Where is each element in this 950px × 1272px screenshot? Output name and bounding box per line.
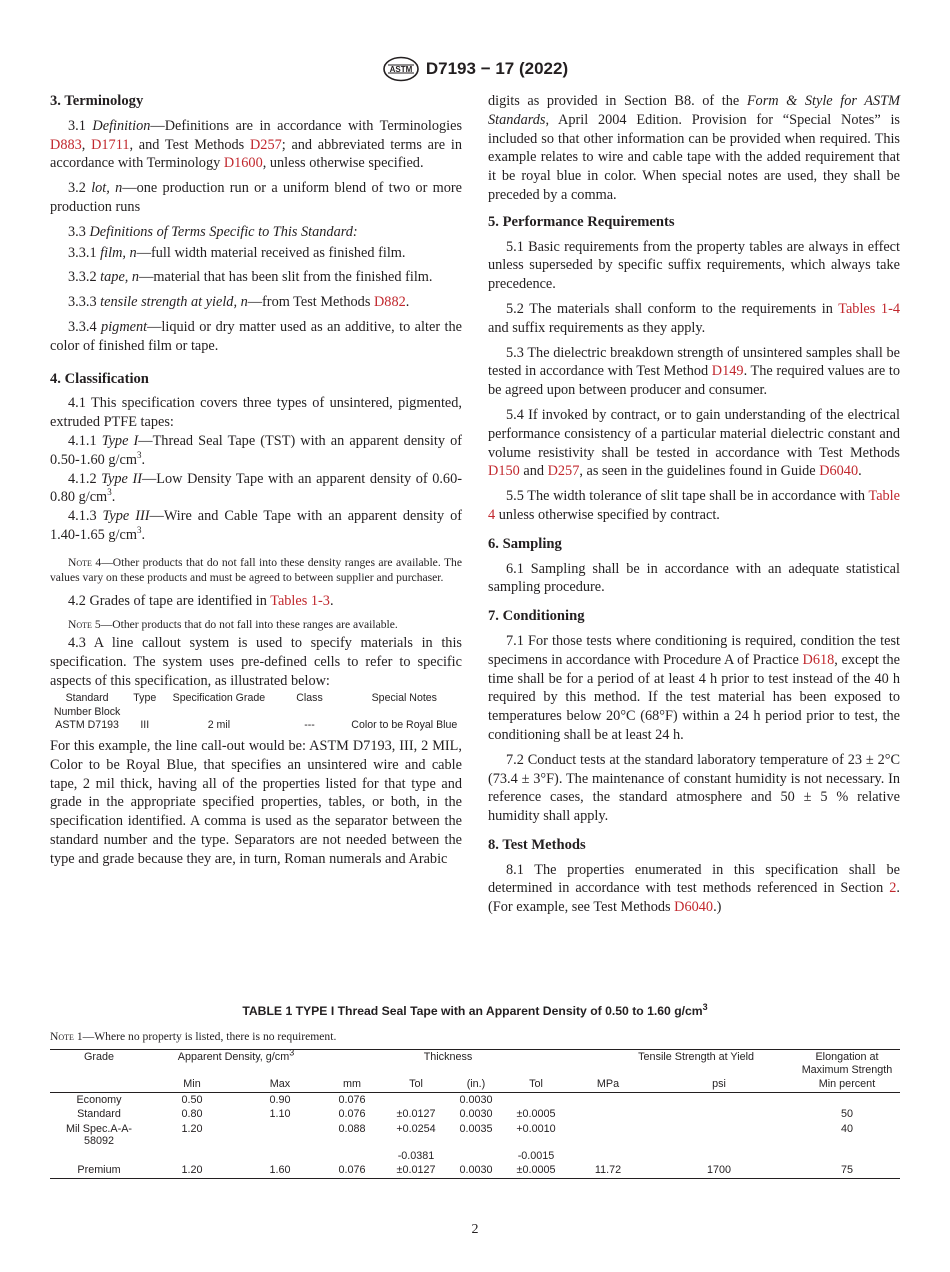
- cell-mm: 0.076: [338, 1093, 366, 1106]
- subheader-mm: mm: [324, 1077, 380, 1092]
- link-d1600[interactable]: D1600: [223, 155, 263, 172]
- callout-value: III: [140, 719, 150, 732]
- table-1: [50, 1049, 900, 1179]
- note-4: Note 4—Other products that do not fall into these density ranges are available. The values vary on these products and must be agreed to between supplier and purchaser.: [50, 555, 462, 585]
- paragraph-5-1: 5.1 Basic requirements from the property tables are always in effect unless superseded by specific suffix requirements, which always take precedence.: [488, 238, 900, 293]
- paragraph-3-1: 3.1 Definition—Definitions are in accordance with Terminologies D883, D1711, and Test Methods D257; and abbreviated terms are in accordance with Terminology D1600, unless otherwise specified.: [50, 117, 463, 172]
- callout-header: Special Notes: [371, 692, 437, 705]
- paragraph-5-3: 5.3 The dielectric breakdown strength of unsintered samples shall be tested in accordance with Test Method D149. The required values are to be agreed upon between producer and consumer.: [488, 344, 900, 399]
- column-header-thickness: Thickness: [324, 1050, 572, 1078]
- cell-elongation: 40: [840, 1122, 853, 1135]
- cell-psi: [644, 1107, 794, 1122]
- cell-max: [236, 1122, 324, 1149]
- page-header: [0, 56, 950, 87]
- cell-mpa: 11.72: [572, 1163, 644, 1178]
- section-8-heading: 8. Test Methods: [488, 836, 586, 853]
- link-d618[interactable]: D618: [802, 651, 835, 668]
- link-table-4[interactable]: Table 4: [488, 488, 900, 523]
- paragraph-4-1-1: 4.1.1 Type I—Thread Seal Tape (TST) with an apparent density of 0.50-1.60 $g/cm^3$.: [50, 432, 462, 468]
- cell-elongation: [794, 1092, 900, 1107]
- callout-value: Color to be Royal Blue: [351, 719, 458, 732]
- page-number: 2: [471, 1222, 479, 1237]
- cell-mpa: [572, 1107, 644, 1122]
- table-1-header-row: [50, 1050, 900, 1078]
- note-5: Note 5—Other products that do not fall into these ranges are available.: [68, 617, 398, 631]
- paragraph-4-1-2: 4.1.2 Type II—Low Density Tape with an apparent density of 0.60-0.80 $g/cm^3$.: [50, 470, 462, 506]
- column-header-grade: Grade: [50, 1050, 148, 1078]
- cell-grade: Mil Spec.A-A-58092: [66, 1122, 132, 1147]
- cell-max: 1.10: [269, 1108, 291, 1120]
- cell-in: [452, 1149, 500, 1164]
- callout-header: Standard Number Block: [53, 692, 121, 718]
- paragraph-6-1: 6.1 Sampling shall be in accordance with an adequate statistical sampling procedure.: [488, 560, 900, 596]
- cell-mpa: [572, 1092, 644, 1107]
- paragraph-4-3: 4.3 A line callout system is used to specify materials in this specification. The system uses pre-defined cells to refer to specific aspects of this specification, as illustrated below:: [50, 635, 462, 689]
- cell-grade: [50, 1149, 148, 1164]
- link-section-2[interactable]: 2: [889, 880, 897, 897]
- cell-mm: 0.076: [324, 1163, 380, 1178]
- paragraph-5-2: 5.2 The materials shall conform to the requirements in Tables 1-4 and suffix requirements as they apply.: [488, 300, 900, 336]
- paragraph-4-1: 4.1 This specification covers three types of unsintered, pigmented, extruded PTFE tapes:: [50, 395, 462, 431]
- subheader-psi: psi: [644, 1077, 794, 1092]
- cell-min: [148, 1149, 236, 1164]
- cell-psi: [644, 1092, 794, 1107]
- cell-tol: -0.0381: [397, 1149, 435, 1162]
- cell-grade: Premium: [50, 1163, 148, 1178]
- cell-max: 0.90: [269, 1093, 291, 1106]
- cell-mpa: [572, 1149, 644, 1164]
- cell-grade: Standard: [77, 1108, 121, 1120]
- cell-tol: +0.0254: [396, 1122, 436, 1135]
- paragraph-4-1-3: 4.1.3 Type III—Wire and Cable Tape with an apparent density of 1.40-1.65 $g/cm^3$.: [50, 508, 462, 543]
- section-4-heading: 4. Classification: [50, 370, 149, 387]
- paragraph-7-1: 7.1 For those tests where conditioning is required, condition the test specimens in accordance with Procedure A of Practice D618, except the time shall be for a period of at least 4 h prior to test instead of the 40 h required by this method. If the test material has been exposed to temperatures below 20°C (68°F) within a 24 h period prior to test, the conditioning shall be at least 24 h.: [488, 632, 900, 743]
- subheader-in: (in.): [452, 1077, 500, 1092]
- cell-min: 1.20: [148, 1163, 236, 1178]
- callout-value: ---: [304, 719, 315, 732]
- section-5-heading: 5. Performance Requirements: [488, 213, 675, 230]
- paragraph-8-1: 8.1 The properties enumerated in this specification shall be determined in accordance with test methods referenced in Section 2. (For example, see Test Methods D6040.): [488, 861, 900, 916]
- column-header-tensile: Tensile Strength at Yield: [572, 1050, 794, 1078]
- table-row: [50, 1163, 900, 1178]
- callout-header-row: [50, 692, 462, 719]
- subheader-tol-in: Tol: [500, 1077, 572, 1092]
- paragraph-7-2: 7.2 Conduct tests at the standard laboratory temperature of 23 ± 2°C (73.4 ± 3°F). The maintenance of constant humidity is not necessary. In reference cases, the standard atmosphere and 50 ± 5 % relative humidity shall apply.: [488, 751, 900, 825]
- cell-psi: 1700: [644, 1163, 794, 1178]
- table-row: [50, 1107, 900, 1122]
- cell-grade: Economy: [76, 1093, 122, 1106]
- cell-elongation: 75: [794, 1163, 900, 1178]
- subheader-max: Max: [236, 1077, 324, 1092]
- callout-header: Type: [133, 692, 157, 705]
- cell-elongation: 50: [840, 1108, 853, 1120]
- paragraph-4-3-example: For this example, the line call-out would be: ASTM D7193, III, 2 MIL, Color to be Royal Blue, that specifies an unsintered wire and cable tape, 2 mil thick, having all of the properties listed for that type and grade in the appropriate specified properties, tables, or both, in the specification identified. A comma is used as the separator between the standard number and the type. Separators are not needed between the type and grade because they are, in turn, Roman numerals and Arabic: [50, 737, 462, 867]
- cell-tol-in: +0.0010: [516, 1122, 556, 1135]
- subheader-min: Min: [148, 1077, 236, 1092]
- cell-tol: [380, 1092, 452, 1107]
- cell-tol: ±0.0127: [396, 1108, 436, 1120]
- link-d6040-b[interactable]: D6040: [674, 899, 714, 916]
- callout-value: 2 mil: [207, 719, 231, 732]
- document-title: D7193 − 17 (2022): [425, 59, 569, 78]
- link-d6040[interactable]: D6040: [819, 463, 859, 480]
- table-row: [50, 1122, 900, 1149]
- link-tables-1-3[interactable]: Tables 1-3: [270, 592, 330, 609]
- link-d149[interactable]: D149: [711, 363, 744, 380]
- callout-value-row: [50, 719, 462, 733]
- section-6-heading: 6. Sampling: [488, 535, 562, 552]
- paragraph-3-3-3: 3.3.3 tensile strength at yield, n—from Test Methods D882.: [68, 294, 410, 311]
- section-7-heading: 7. Conditioning: [488, 608, 585, 625]
- table-1-note: Note 1—Where no property is listed, there is no requirement.: [50, 1030, 337, 1043]
- paragraph-3-3-2: 3.3.2 tape, n—material that has been slit from the finished film.: [68, 269, 433, 286]
- table-1-caption: TABLE 1 TYPE I Thread Seal Tape with an Apparent Density of 0.50 to 1.60 $g/cm^3$: [242, 1001, 708, 1018]
- cell-tol-in: ±0.0005: [500, 1163, 572, 1178]
- subheader-tol: Tol: [380, 1077, 452, 1092]
- cell-max: [236, 1149, 324, 1164]
- cell-min: 0.50: [181, 1093, 203, 1106]
- paragraph-3-3: 3.3 Definitions of Terms Specific to This Standard:: [68, 223, 358, 240]
- callout-header: Class: [296, 692, 323, 705]
- cell-tol-in: -0.0015: [517, 1149, 555, 1162]
- column-header-density: Apparent Density, $g/cm^3$: [148, 1050, 324, 1078]
- paragraph-4-2: 4.2 Grades of tape are identified in Tables 1-3.: [68, 592, 334, 609]
- cell-psi: [644, 1122, 794, 1149]
- link-d150[interactable]: D150: [488, 463, 520, 480]
- right-column: [488, 92, 900, 923]
- cell-tol-in: [500, 1092, 572, 1107]
- cell-tol: ±0.0127: [380, 1163, 452, 1178]
- link-d883[interactable]: D883: [50, 136, 82, 153]
- table-row: [50, 1092, 900, 1107]
- callout-header: Specification Grade: [172, 692, 266, 705]
- paragraph-5-4: 5.4 If invoked by contract, or to gain understanding of the electrical performance consistency of a particular material dielectric constant and volume resistivity shall be tested in accordance with Test Methods D150 and D257, as seen in the guidelines found in Guide D6040.: [488, 406, 900, 480]
- table-1-subheader-row: [50, 1077, 900, 1092]
- table-row: [50, 1149, 900, 1164]
- link-d882[interactable]: D882: [373, 294, 406, 311]
- cell-mpa: [572, 1122, 644, 1149]
- cell-min: 1.20: [181, 1122, 203, 1135]
- paragraph-5-5: 5.5 The width tolerance of slit tape shall be in accordance with Table 4 unless otherwise specified by contract.: [488, 488, 900, 523]
- paragraph-3-3-1: 3.3.1 film, n—full width material received as finished film.: [68, 244, 406, 261]
- callout-table: [50, 692, 462, 733]
- cell-in: 0.0035: [459, 1122, 493, 1135]
- section-3-heading: 3. Terminology: [50, 93, 144, 109]
- link-d1711[interactable]: D1711: [91, 136, 130, 153]
- column-header-elongation: Elongation at Maximum Strength: [794, 1050, 900, 1078]
- svg-text:ASTM: ASTM: [389, 65, 413, 74]
- astm-logo-icon: [382, 56, 420, 82]
- paragraph-3-3-4: 3.3.4 pigment—liquid or dry matter used as an additive, to alter the color of finished film or tape.: [50, 318, 462, 354]
- link-d257[interactable]: D257: [249, 136, 282, 153]
- paragraph-3-2: 3.2 lot, n—one production run or a uniform blend of two or more production runs: [50, 180, 463, 215]
- cell-psi: [644, 1149, 794, 1164]
- cell-tol-in: ±0.0005: [516, 1108, 556, 1120]
- cell-in: 0.0030: [459, 1093, 493, 1106]
- cell-in: 0.0030: [452, 1163, 500, 1178]
- cell-min: 0.80: [181, 1108, 203, 1120]
- cell-mm: [324, 1149, 380, 1164]
- cell-in: 0.0030: [459, 1108, 493, 1120]
- cell-elongation: [794, 1149, 900, 1164]
- callout-value: ASTM D7193: [55, 719, 119, 732]
- link-d257-b[interactable]: D257: [547, 463, 580, 480]
- subheader-mpa: MPa: [572, 1077, 644, 1092]
- left-column: [50, 92, 462, 875]
- cell-mm: 0.076: [338, 1108, 366, 1120]
- link-tables-1-4[interactable]: Tables 1-4: [838, 300, 900, 317]
- paragraph-4-3-continued: digits as provided in Section B8. of the Form & Style for ASTM Standards, April 2004 Edition. Provision for “Special Notes” is included so that other information can be provided when required. This example relates to wire and cable tape with the added requirement that it be royal blue in color. When special notes are used, they shall be preceded by a comma.: [488, 93, 900, 203]
- cell-mm: 0.088: [338, 1122, 366, 1135]
- subheader-min-percent: Min percent: [794, 1077, 900, 1092]
- cell-max: 1.60: [236, 1163, 324, 1178]
